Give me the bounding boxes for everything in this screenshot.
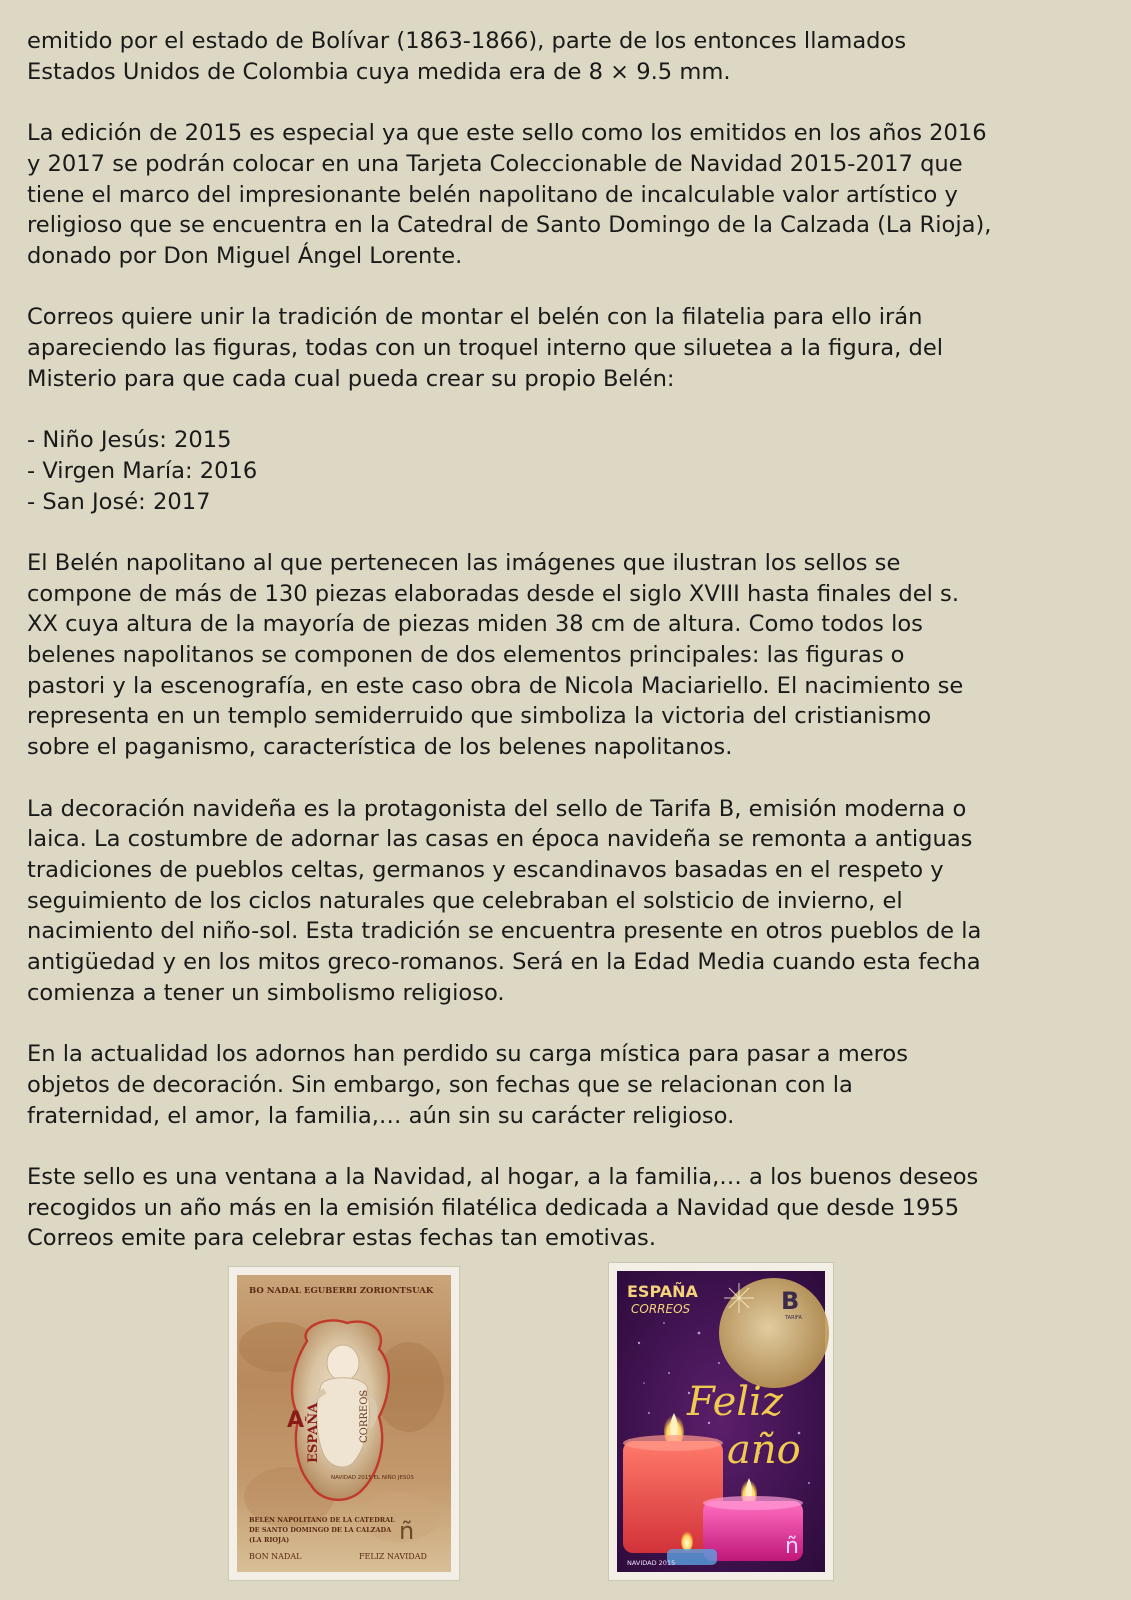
stamp-feliz-ano-artwork	[609, 1263, 833, 1580]
stamp-nino-jesus-artwork	[229, 1267, 459, 1580]
paragraph-bolivar: emitido por el estado de Bolívar (1863-1866), parte de los entonces llamados Estados Unidos de Colombia cuya medida era de 8 × 9.5 mm.	[27, 28, 907, 85]
stamp-a-bottom-line-2: DE SANTO DOMINGO DE LA CALZADA	[249, 1526, 392, 1534]
stamp-a-top-text: BO NADAL EGUBERRI ZORIONTSUAK	[249, 1286, 434, 1296]
stamp-a-caption: NAVIDAD 2015 EL NIÑO JESÚS	[331, 1475, 414, 1481]
paragraph-edicion-2015: La edición de 2015 es especial ya que este sello como los emitidos en los años 2016 y 2017 se podrán colocar en una Tarjeta Coleccionable de Navidad 2015-2017 que tiene el marco del impresionante belén napolitano de incalculable valor artístico y religioso que se encuentra en la Catedral de Santo Domingo de la Calzada (La Rioja), donado por Don Miguel Ángel Lorente.	[27, 120, 992, 269]
stamp-b-postal: CORREOS	[631, 1302, 691, 1316]
stamp-b-tariff: B	[781, 1287, 800, 1315]
stamp-a-bottom-right: FELIZ NAVIDAD	[359, 1552, 427, 1561]
stamp-a-postal: CORREOS	[359, 1389, 370, 1443]
stamp-feliz-ano-image	[609, 1263, 833, 1580]
stamp-b-country: ESPAÑA	[627, 1282, 698, 1301]
stamp-a-bottom-left: BON NADAL	[249, 1552, 302, 1561]
stamp-a-bottom-line-1: BELÉN NAPOLITANO DE LA CATEDRAL	[249, 1516, 395, 1524]
paragraph-ventana-navidad: Este sello es una ventana a la Navidad, al hogar, a la familia,… a los buenos deseos recogidos un año más en la emisión filatélica dedicada a Navidad que desde 1955 Correos emite para celebrar estas fechas tan emotivas.	[27, 1163, 979, 1252]
paragraph-correos-belen: Correos quiere unir la tradición de montar el belén con la filatelia para ello irán apareciendo las figuras, todas con un troquel interno que siluetea a la figura, del Misterio para que cada cual pueda crear su propio Belén:	[27, 304, 944, 392]
stamp-a-bottom-line-3: (LA RIOJA)	[249, 1536, 290, 1544]
paragraph-decoracion: La decoración navideña es la protagonista del sello de Tarifa B, emisión moderna o laica. La costumbre de adornar las casas en época navideña se remonta a antiguas tradiciones de pueblos celtas, germanos y escandinavos basadas en el respeto y seguimiento de los ciclos naturales que celebraban el solsticio de invierno, el nacimiento del niño-sol. Esta tradición se encuentra presente en otros pueblos de la antigüedad y en los mitos greco-romanos. Será en la Edad Media cuando esta fecha comienza a tener un simbolismo religioso.	[27, 795, 982, 1006]
stamp-nino-jesus-image	[229, 1267, 459, 1580]
stamp-b-correos-logo: ñ	[785, 1534, 799, 1559]
stamp-a-tariff: A	[287, 1408, 305, 1433]
stamp-b-greeting-line-1: Feliz	[687, 1379, 783, 1425]
body-text	[27, 26, 1117, 1285]
stamp-b-greeting-line-2: año	[727, 1427, 801, 1473]
stamp-b-footer: NAVIDAD 2015	[627, 1559, 676, 1567]
figure-year-list: - Niño Jesús: 2015 - Virgen María: 2016 - San José: 2017	[27, 427, 258, 515]
stamp-b-tariff-label: TARIFA	[785, 1315, 802, 1321]
stamp-a-correos-logo: ñ	[399, 1517, 415, 1545]
paragraph-actualidad: En la actualidad los adornos han perdido su carga mística para pasar a meros objetos de decoración. Sin embargo, son fechas que se relacionan con la fraternidad, el amor, la familia,… aún sin su carácter religioso.	[27, 1041, 909, 1129]
stamp-a-country: ESPAÑA	[306, 1402, 321, 1463]
paragraph-belen-napolitano: El Belén napolitano al que pertenecen las imágenes que ilustran los sellos se compone de más de 130 piezas elaboradas desde el siglo XVIII hasta finales del s. XX cuya altura de la mayoría de piezas miden 38 cm de altura. Como todos los belenes napolitanos se componen de dos elementos principales: las figuras o pastori y la escenografía, en este caso obra de Nicola Maciariello. El nacimiento se representa en un templo semiderruido que simboliza la victoria del cristianismo sobre el paganismo, característica de los belenes napolitanos.	[27, 549, 964, 761]
